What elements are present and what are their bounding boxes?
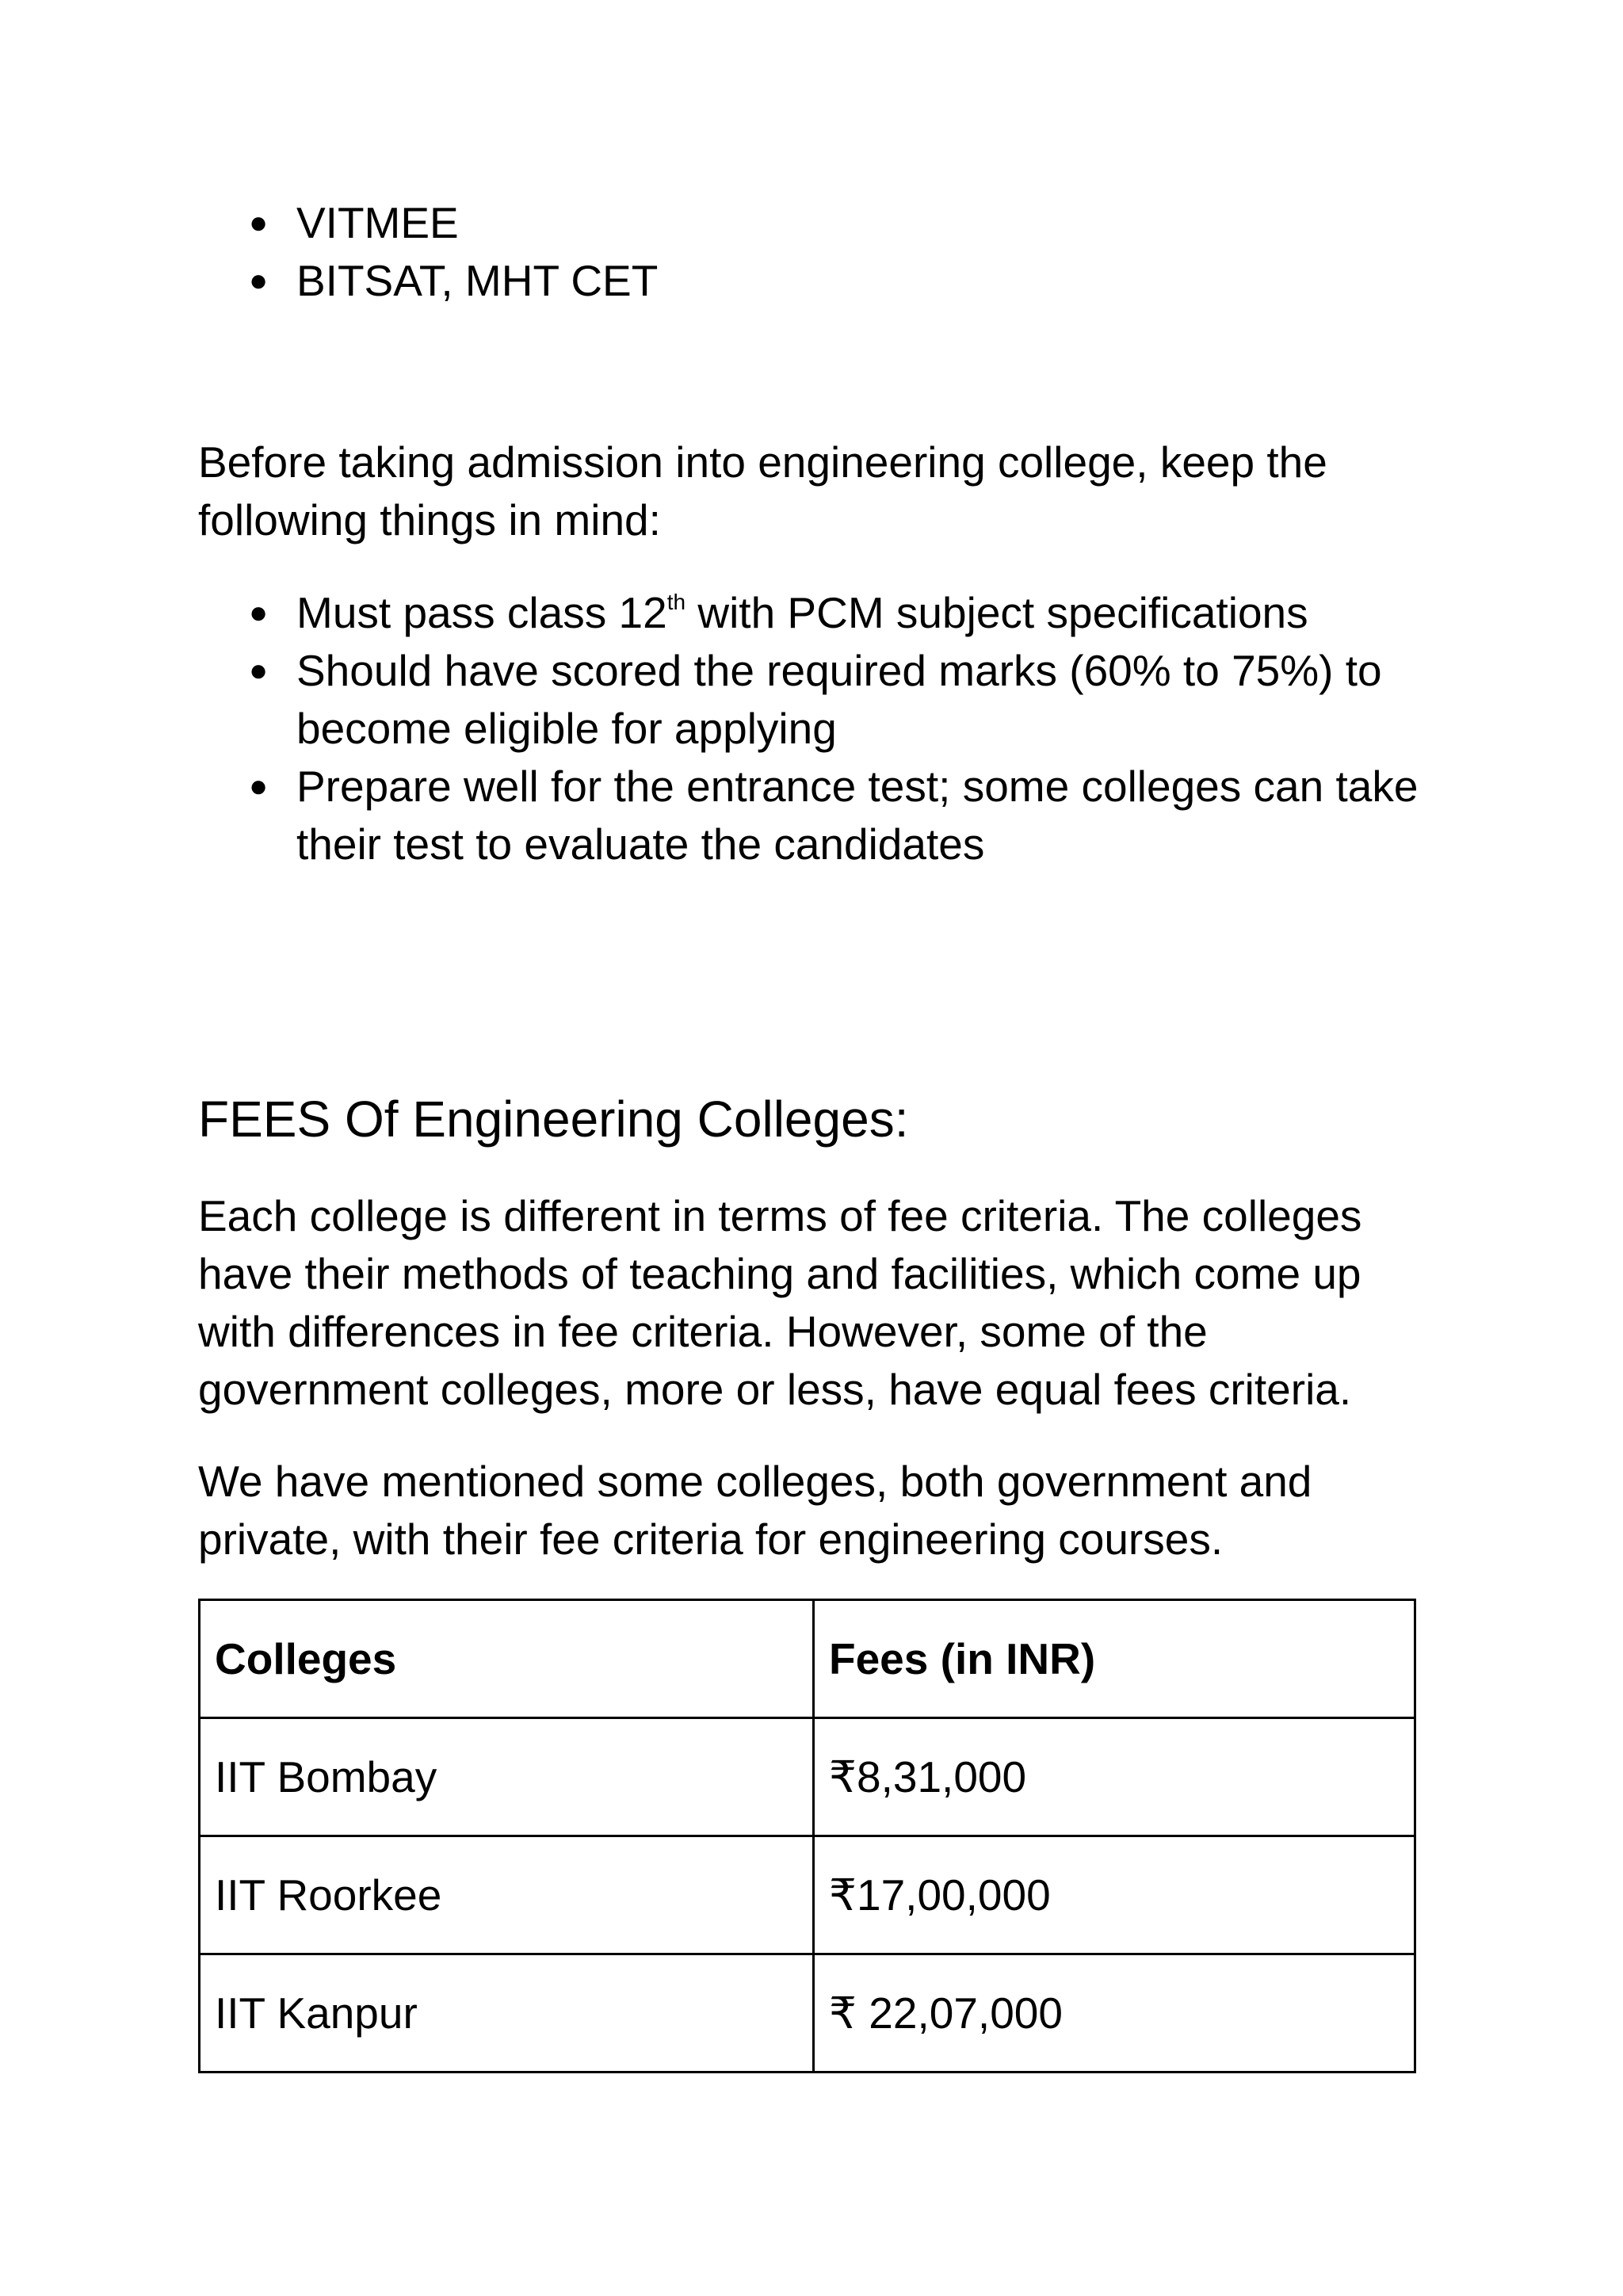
entrance-exam-list (198, 194, 1466, 310)
fees-paragraph: Each college is different in terms of fee criteria. The colleges have their methods of teaching and facilities, which come up with differences in fee criteria. However, some of the government colleges, more or less, have equal fees criteria. (198, 1191, 1362, 1414)
fees-table (198, 1599, 1416, 2073)
bullet-icon: ● (249, 263, 269, 298)
list-item (198, 252, 1466, 310)
fees-cell: ₹8,31,000 (814, 1718, 1415, 1836)
bullet-icon: ● (249, 595, 269, 630)
column-header: Fees (in INR) (814, 1600, 1415, 1718)
list-item-text: Should have scored the required marks (60% to 75%) to become eligible for applying (296, 646, 1382, 753)
table-row (200, 1836, 1415, 1954)
fees-cell: ₹ 22,07,000 (814, 1954, 1415, 2073)
requirement-text-end: with PCM subject specifications (685, 588, 1308, 637)
list-item (198, 584, 1450, 642)
list-item (198, 642, 1450, 758)
superscript: th (666, 589, 686, 614)
bullet-icon: ● (249, 769, 269, 804)
intro-paragraph: Before taking admission into engineering college, keep the following things in mind: (198, 437, 1327, 544)
college-cell: IIT Bombay (200, 1718, 814, 1836)
fees-cell: ₹17,00,000 (814, 1836, 1415, 1954)
bullet-icon: ● (249, 205, 269, 240)
table-row (200, 1954, 1415, 2073)
list-item (198, 194, 1466, 252)
college-cell: IIT Kanpur (200, 1954, 814, 2073)
list-item (198, 758, 1450, 873)
list-item-text: BITSAT, MHT CET (296, 256, 659, 305)
table-row (200, 1718, 1415, 1836)
fees-heading: FEES Of Engineering Colleges: (198, 1091, 909, 1148)
bullet-icon: ● (249, 653, 269, 688)
requirement-text-start: Must pass class 12 (296, 588, 667, 637)
list-item-text (296, 588, 1308, 637)
requirements-list (198, 584, 1450, 873)
column-header: Colleges (200, 1600, 814, 1718)
table-header-row (200, 1600, 1415, 1718)
fees-paragraph: We have mentioned some colleges, both government and private, with their fee criteria for engineering courses. (198, 1457, 1312, 1564)
list-item-text: Prepare well for the entrance test; some colleges can take their test to evaluate the candidates (296, 762, 1419, 869)
college-cell: IIT Roorkee (200, 1836, 814, 1954)
list-item-text: VITMEE (296, 198, 459, 247)
